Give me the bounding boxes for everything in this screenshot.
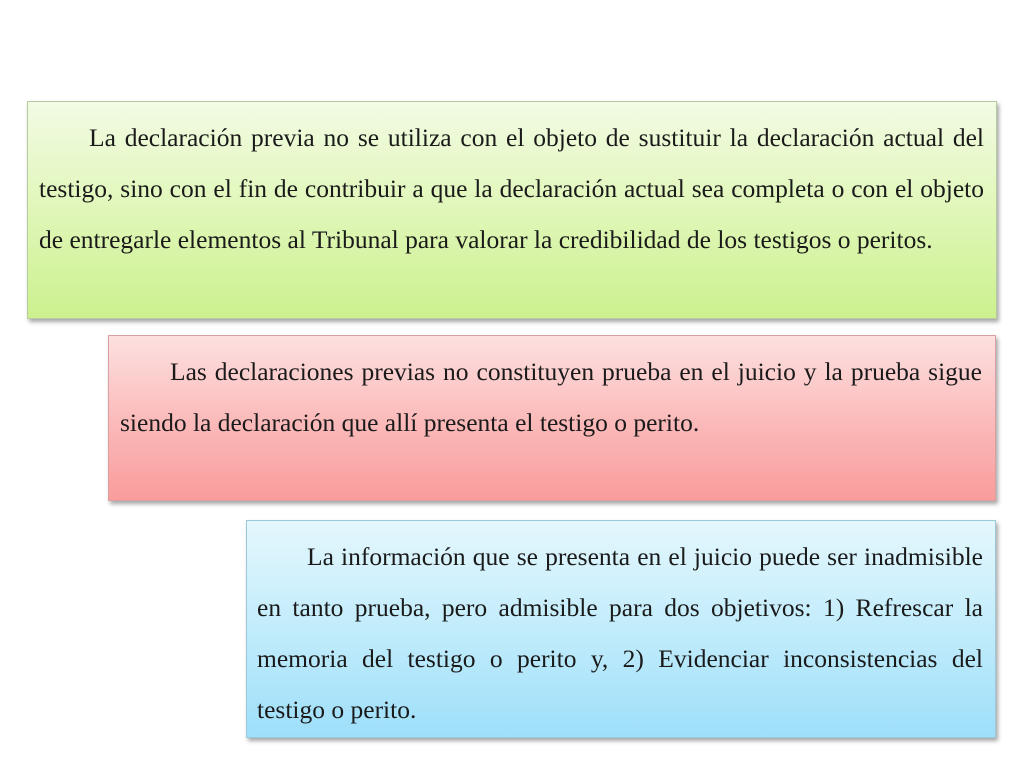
text-box-declaracion-previa xyxy=(27,101,997,319)
paragraph-declaracion-previa: La declaración previa no se utiliza con el objeto de sustituir la declaración actual del testigo, sino con el fin de contribuir a que la declaración actual sea completa o con el objeto de entregarle elementos al Tribunal para valorar la credibilidad de los testigos o peritos. xyxy=(39,123,984,254)
paragraph-informacion-juicio: La información que se presenta en el juicio puede ser inadmisible en tanto prueba, pero admisible para dos objetivos: 1) Refrescar la memoria del testigo o perito y, 2) Evidenciar inconsistencias del testigo o perito. xyxy=(257,542,983,724)
text-box-informacion-juicio xyxy=(246,520,996,738)
paragraph-declaraciones-previas: Las declaraciones previas no constituyen prueba en el juicio y la prueba sigue siendo la declaración que allí presenta el testigo o perito. xyxy=(120,357,982,437)
text-box-declaraciones-previas xyxy=(108,335,996,501)
